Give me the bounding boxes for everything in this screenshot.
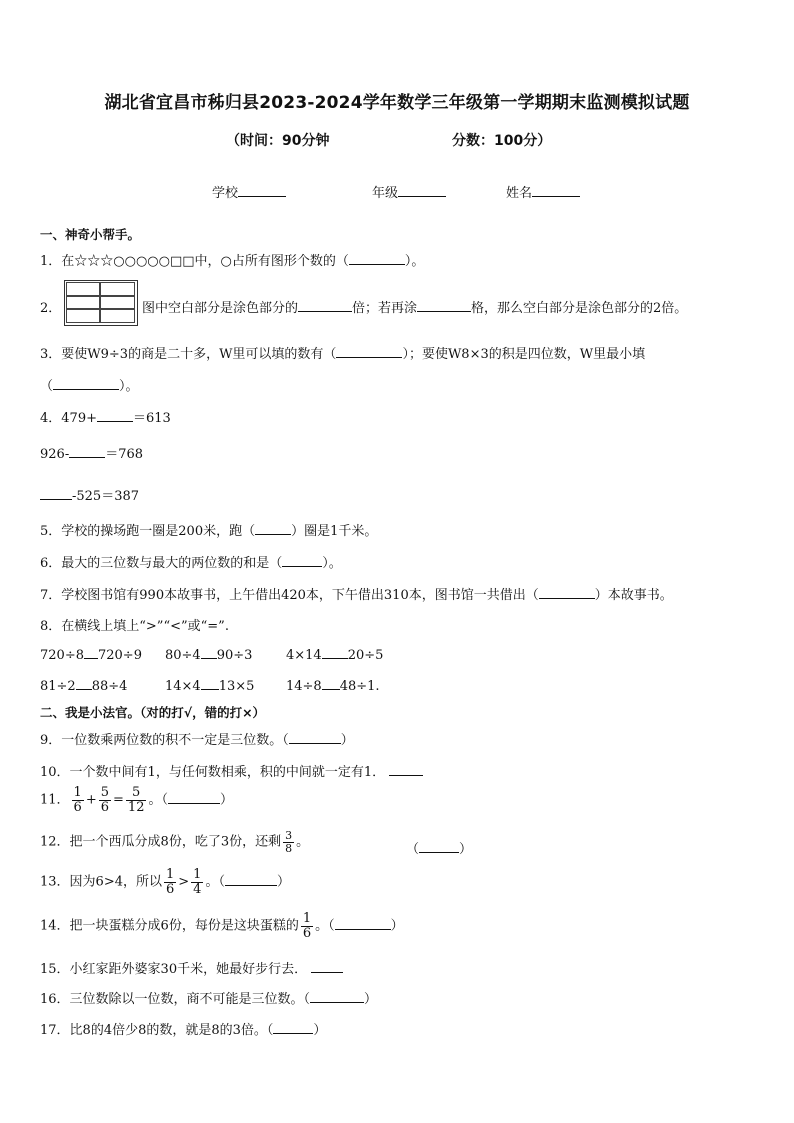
question-7-end: ）本故事书。: [594, 588, 673, 603]
question-6-text: 6．最大的三位数与最大的两位数的和是（: [40, 556, 283, 571]
answer-blank[interactable]: [417, 299, 471, 312]
answer-blank[interactable]: [225, 873, 277, 886]
question-12-period: 。: [296, 834, 310, 850]
denominator: 6: [302, 925, 312, 941]
answer-blank[interactable]: [335, 917, 391, 930]
fraction: [126, 786, 147, 814]
compare-left: 14÷8: [286, 679, 322, 694]
question-3-open: （: [40, 379, 54, 394]
grid-cell: [100, 296, 135, 309]
fraction: [191, 868, 203, 896]
question-2-text: 图中空白部分是涂色部分的: [142, 301, 299, 316]
compare-pair: [286, 646, 383, 663]
compare-left: 80÷4: [165, 648, 201, 663]
question-8: 8．在横线上填上“>”“<”或“=”.: [40, 619, 229, 634]
question-10: [40, 761, 423, 780]
compare-pair: [165, 677, 254, 694]
question-14: [40, 912, 404, 940]
compare-right: 90÷3: [216, 648, 253, 663]
answer-blank[interactable]: [298, 299, 352, 312]
denominator: 6: [73, 799, 82, 815]
grid-cell: [66, 296, 100, 309]
question-1-end: ）。: [404, 254, 425, 269]
compare-right: 20÷5: [347, 648, 384, 663]
question-16: [40, 988, 377, 1007]
answer-blank[interactable]: [336, 345, 402, 358]
question-13-close: ）: [276, 874, 290, 890]
answer-blank[interactable]: [168, 791, 220, 804]
answer-blank[interactable]: [311, 960, 343, 973]
answer-blank[interactable]: [97, 409, 133, 422]
denominator: 4: [193, 881, 202, 897]
question-16-text: 16．三位数除以一位数，商不可能是三位数。（: [40, 992, 311, 1007]
question-7-text: 7．学校图书馆有990本故事书，上午借出420本，下午借出310本，图书馆一共借出（: [40, 588, 539, 603]
question-15-text: 15．小红家距外婆家30千米，她最好步行去．: [40, 962, 308, 977]
question-4a-text: 4．479+: [40, 411, 97, 426]
question-11-close: ）: [219, 792, 233, 808]
question-9-end: ）: [340, 733, 354, 748]
fraction: [72, 786, 84, 814]
answer-blank[interactable]: [349, 252, 405, 265]
grade-field: [372, 182, 446, 201]
question-17: [40, 1019, 326, 1038]
numerator: 1: [73, 785, 82, 800]
compare-right: 13×5: [218, 679, 255, 694]
grid-cell: [66, 309, 100, 323]
grid-cell: [100, 309, 135, 323]
compare-right: 720÷9: [97, 648, 142, 663]
numerator: 5: [126, 786, 147, 801]
compare-pair: [40, 646, 142, 663]
compare-right: 88÷4: [91, 679, 128, 694]
question-14-close: ）: [390, 918, 404, 934]
compare-pair: [40, 677, 127, 694]
answer-blank[interactable]: [273, 1021, 313, 1034]
compare-blank[interactable]: [76, 677, 92, 690]
question-11-number: 11．: [40, 792, 70, 808]
question-4c-end: -525＝387: [72, 489, 140, 504]
section-heading-1: 一、神奇小帮手。: [40, 227, 141, 242]
numerator: 5: [100, 785, 110, 800]
answer-blank[interactable]: [53, 377, 119, 390]
compare-blank[interactable]: [322, 677, 340, 690]
grade-label: 年级: [372, 186, 399, 201]
name-label: 姓名: [506, 186, 533, 201]
question-4b-end: ＝768: [105, 447, 144, 462]
question-12-open: （: [406, 842, 420, 857]
answer-blank[interactable]: [539, 586, 595, 599]
compare-blank[interactable]: [84, 646, 98, 659]
grid-cell: [100, 282, 135, 296]
question-2: [142, 297, 687, 316]
question-2-number: 2．: [40, 301, 62, 316]
denominator: 6: [165, 881, 175, 897]
question-14-text: 14．把一块蛋糕分成6份，每份是这块蛋糕的: [40, 918, 299, 934]
question-10-text: 10．一个数中间有1，与任何数相乘，积的中间就一定有1．: [40, 765, 386, 780]
school-field: [212, 182, 286, 201]
fraction: [283, 830, 294, 854]
answer-blank[interactable]: [40, 487, 72, 500]
question-2-text-b: 倍；若再涂: [352, 301, 418, 316]
compare-blank[interactable]: [322, 646, 348, 659]
denominator: 6: [100, 799, 110, 815]
question-16-end: ）: [364, 992, 378, 1007]
question-13-open: 。（: [205, 874, 225, 890]
question-11-open: 。（: [148, 792, 168, 808]
question-17-text: 17．比8的4倍少8的数，就是8的3倍。（: [40, 1023, 274, 1038]
grade-blank[interactable]: [398, 184, 446, 197]
question-9-text: 9．一位数乘两位数的积不一定是三位数。（: [40, 733, 289, 748]
question-3-text: 3．要使W9÷3的商是二十多，W里可以填的数有（: [40, 347, 337, 362]
numerator: 3: [285, 829, 293, 842]
compare-left: 4×14: [286, 648, 322, 663]
exam-time: （时间：90分钟: [226, 133, 330, 149]
numerator: 1: [302, 911, 312, 926]
question-3-cont: [40, 375, 139, 394]
compare-blank[interactable]: [201, 646, 217, 659]
question-12: [40, 830, 309, 854]
answer-blank[interactable]: [255, 522, 291, 535]
compare-blank[interactable]: [201, 677, 219, 690]
answer-blank[interactable]: [389, 763, 423, 776]
name-field: [506, 182, 580, 201]
denominator: 8: [285, 841, 293, 855]
section-heading-2: 二、我是小法官。（对的打√，错的打×）: [40, 705, 266, 720]
school-blank[interactable]: [238, 184, 286, 197]
answer-blank[interactable]: [419, 840, 459, 853]
question-3-close: ）。: [119, 379, 139, 394]
plus-sign: +: [85, 792, 97, 808]
question-5: [40, 520, 377, 539]
question-12-close: ）: [459, 842, 473, 857]
question-3: [40, 343, 645, 362]
compare-left: 720÷8: [40, 648, 84, 663]
answer-blank[interactable]: [289, 731, 341, 744]
question-4b-text: 926-: [40, 447, 70, 462]
question-5-text: 5．学校的操场跑一圈是200米，跑（: [40, 524, 256, 539]
fraction: [301, 912, 313, 940]
question-4b: [40, 443, 143, 462]
question-9: [40, 729, 354, 748]
compare-right: 48÷1.: [339, 679, 380, 694]
school-label: 学校: [212, 186, 239, 201]
question-12-text: 12．把一个西瓜分成8份，吃了3份，还剩: [40, 834, 282, 850]
numerator: 1: [193, 867, 202, 882]
question-3-text-b: ）；要使W8×3的积是四位数，W里最小填: [402, 347, 646, 362]
question-13-text: 13．因为6>4，所以: [40, 874, 162, 890]
question-11: [40, 786, 233, 814]
question-6: [40, 552, 342, 571]
compare-pair: [165, 646, 252, 663]
shaded-grid-figure: [64, 280, 138, 326]
name-blank[interactable]: [532, 184, 580, 197]
question-4a-end: ＝613: [132, 411, 171, 426]
question-13: [40, 868, 290, 896]
equals-sign: =: [113, 792, 124, 808]
answer-blank[interactable]: [282, 554, 322, 567]
answer-blank[interactable]: [69, 445, 105, 458]
question-2-text-c: 格，那么空白部分是涂色部分的2倍。: [471, 301, 688, 316]
question-6-end: ）。: [322, 556, 342, 571]
question-1-text: 1．在☆☆☆○○○○○□□中，○占所有图形个数的（: [40, 254, 349, 269]
question-4c: [40, 485, 139, 504]
question-1: [40, 250, 424, 269]
question-12-answer: [406, 838, 472, 857]
answer-blank[interactable]: [310, 990, 364, 1003]
question-15: [40, 958, 343, 977]
compare-left: 14×4: [165, 679, 201, 694]
grid-cell: [66, 282, 100, 296]
exam-score: 分数：100分）: [452, 133, 552, 149]
question-5-end: ）圈是1千米。: [291, 524, 378, 539]
question-4a: [40, 407, 171, 426]
question-7: [40, 584, 673, 603]
fraction: [99, 786, 111, 814]
compare-pair: [286, 677, 380, 694]
page-title: 湖北省宜昌市秭归县2023-2024学年数学三年级第一学期期末监测模拟试题: [104, 93, 690, 113]
question-14-open: 。（: [315, 918, 335, 934]
fraction: [164, 868, 176, 896]
numerator: 1: [165, 867, 175, 882]
denominator: 12: [127, 799, 145, 815]
compare-left: 81÷2: [40, 679, 76, 694]
question-17-end: ）: [313, 1023, 327, 1038]
greater-than-sign: >: [178, 874, 190, 890]
